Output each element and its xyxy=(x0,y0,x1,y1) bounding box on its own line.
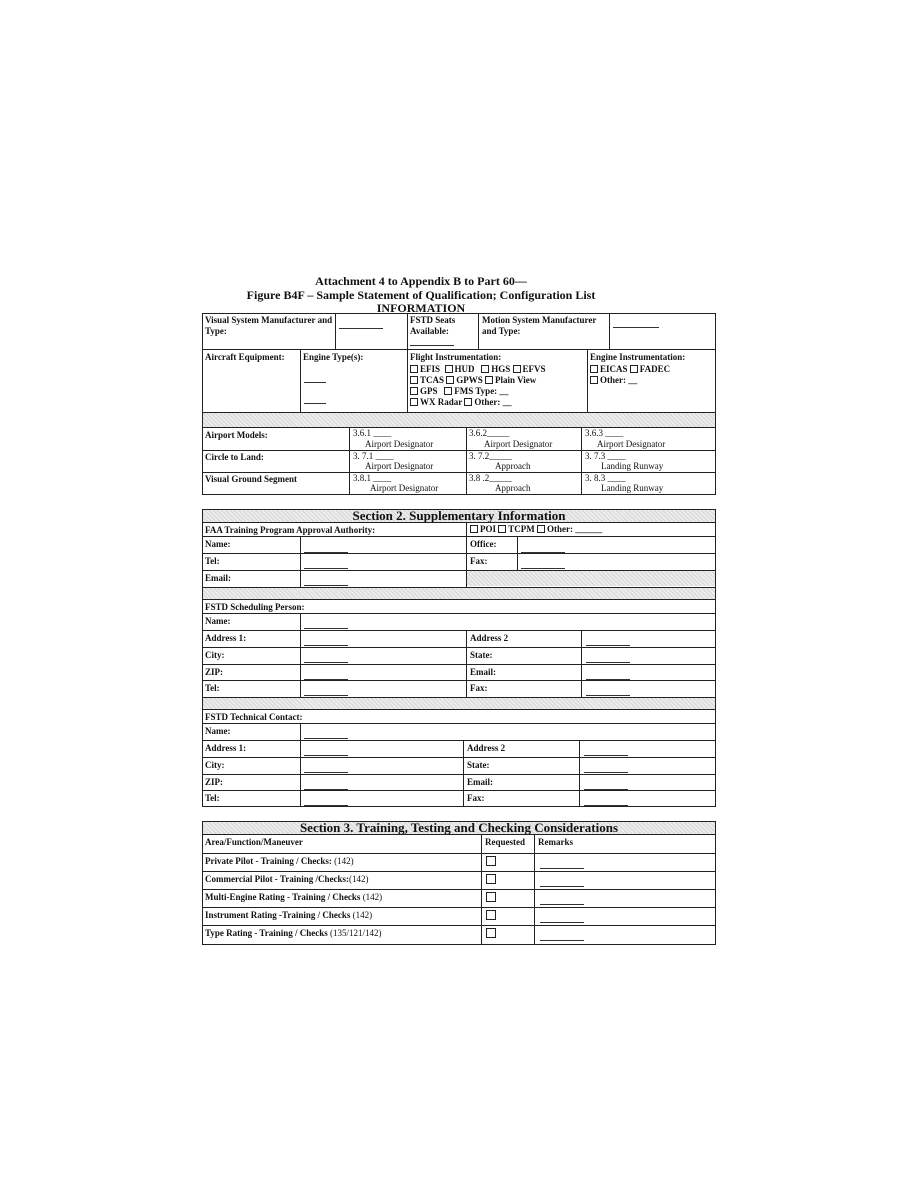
faa-email-label: Email: xyxy=(205,573,231,583)
tcas-checkbox[interactable]: TCAS xyxy=(410,375,444,385)
flight-instrumentation-label: Flight Instrumentation: xyxy=(410,352,502,362)
circle-to-land-1[interactable]: 3. 7.1 ____ xyxy=(353,451,394,461)
airport-model-1-sub: Airport Designator xyxy=(365,439,434,449)
tech-state-label: State: xyxy=(467,760,490,770)
engine-instr-line-1 xyxy=(590,364,670,375)
tech-address2-label: Address 2 xyxy=(467,743,506,753)
tech-state-blank[interactable] xyxy=(584,772,628,773)
col-requested-header: Requested xyxy=(485,837,525,847)
sched-city-blank[interactable] xyxy=(304,662,348,663)
circle-to-land-3-sub: Landing Runway xyxy=(601,461,664,471)
flight-instr-line-4 xyxy=(410,397,512,408)
visual-ground-segment-label: Visual Ground Segment xyxy=(205,474,298,484)
training-row-private-pilot: Private Pilot - Training / Checks: (142) xyxy=(205,856,354,866)
faa-tel-blank[interactable] xyxy=(304,568,348,569)
information-heading: INFORMATION xyxy=(376,301,466,315)
faa-fax-label: Fax: xyxy=(470,556,488,566)
visual-ground-2-sub: Approach xyxy=(495,483,531,493)
faa-office-label: Office: xyxy=(470,539,497,549)
tech-fax-label: Fax: xyxy=(467,793,485,803)
tech-city-blank[interactable] xyxy=(304,772,348,773)
sched-tel-label: Tel: xyxy=(205,683,220,693)
airport-model-2[interactable]: 3.6.2_____ xyxy=(469,428,510,438)
section2-band-1 xyxy=(203,588,715,599)
circle-to-land-1-sub: Airport Designator xyxy=(365,461,434,471)
col-area-header: Area/Function/Maneuver xyxy=(205,837,303,847)
airport-model-2-sub: Airport Designator xyxy=(484,439,553,449)
tech-email-label: Email: xyxy=(467,777,493,787)
engine-type-blank-2[interactable] xyxy=(304,403,326,404)
remarks-blank-multi-engine[interactable] xyxy=(540,904,584,905)
sched-tel-blank[interactable] xyxy=(304,695,348,696)
remarks-blank-private-pilot[interactable] xyxy=(540,868,584,869)
gpws-checkbox[interactable]: GPWS xyxy=(446,375,483,385)
training-row-type-rating: Type Rating - Training / Checks (135/121/142) xyxy=(205,928,382,938)
tech-city-label: City: xyxy=(205,760,225,770)
figure-title: Figure B4F – Sample Statement of Qualification; Configuration List xyxy=(246,288,596,302)
engine-instrumentation-label: Engine Instrumentation: xyxy=(590,352,686,362)
visual-system-label: Visual System Manufacturer and Type: xyxy=(205,315,333,336)
sched-address2-label: Address 2 xyxy=(470,633,509,643)
visual-ground-1-sub: Airport Designator xyxy=(370,483,439,493)
airport-models-label: Airport Models: xyxy=(205,430,268,440)
sched-address2-blank[interactable] xyxy=(586,645,630,646)
faa-email-shaded xyxy=(467,571,715,586)
visual-ground-3-sub: Landing Runway xyxy=(601,483,664,493)
engine-types-label: Engine Type(s): xyxy=(303,352,364,362)
faa-name-label: Name: xyxy=(205,539,231,549)
training-row-multi-engine: Multi-Engine Rating - Training / Checks (142) xyxy=(205,892,383,902)
efvs-checkbox[interactable]: EFVS xyxy=(513,364,546,374)
aircraft-equipment-label: Aircraft Equipment: xyxy=(205,352,285,362)
authority-options xyxy=(470,524,602,535)
requested-checkbox-commercial-pilot[interactable] xyxy=(486,874,496,884)
tech-address1-blank[interactable] xyxy=(304,755,348,756)
hgs-checkbox[interactable]: HGS xyxy=(481,364,510,374)
circle-to-land-2-sub: Approach xyxy=(495,461,531,471)
wx-radar-checkbox[interactable]: WX Radar xyxy=(410,397,462,407)
sched-zip-label: ZIP: xyxy=(205,667,223,677)
section2-band-2 xyxy=(203,698,715,709)
sched-city-label: City: xyxy=(205,650,225,660)
plain-view-checkbox[interactable]: Plain View xyxy=(485,375,536,385)
hud-checkbox[interactable]: HUD xyxy=(445,364,475,374)
fms-type-checkbox[interactable]: FMS Type: __ xyxy=(444,386,508,396)
sched-name-blank[interactable] xyxy=(304,628,348,629)
authority-other-checkbox[interactable]: Other: ______ xyxy=(537,524,602,534)
sched-address1-blank[interactable] xyxy=(304,645,348,646)
sched-fax-blank[interactable] xyxy=(586,695,630,696)
engine-type-blank-1[interactable] xyxy=(304,382,326,383)
motion-system-label: Motion System Manufacturer and Type: xyxy=(482,315,597,336)
tech-name-label: Name: xyxy=(205,726,231,736)
tcpm-checkbox[interactable]: TCPM xyxy=(498,524,535,534)
poi-checkbox[interactable]: POI xyxy=(470,524,496,534)
sched-email-label: Email: xyxy=(470,667,496,677)
tech-fax-blank[interactable] xyxy=(584,805,628,806)
tech-zip-label: ZIP: xyxy=(205,777,223,787)
visual-ground-1[interactable]: 3.8.1 ____ xyxy=(353,473,392,483)
engine-instr-line-2 xyxy=(590,375,637,386)
sched-fax-label: Fax: xyxy=(470,683,488,693)
remarks-blank-type-rating[interactable] xyxy=(540,940,584,941)
tech-address2-blank[interactable] xyxy=(584,755,628,756)
airport-model-3[interactable]: 3.6.3 ____ xyxy=(585,428,624,438)
airport-model-1[interactable]: 3.6.1 ____ xyxy=(353,428,392,438)
tech-address1-label: Address 1: xyxy=(205,743,247,753)
section2-title: Section 2. Supplementary Information xyxy=(352,508,566,523)
requested-checkbox-type-rating[interactable] xyxy=(486,928,496,938)
eicas-checkbox[interactable]: EICAS xyxy=(590,364,628,374)
circle-to-land-2[interactable]: 3. 7.2_____ xyxy=(469,451,512,461)
engine-other-checkbox[interactable]: Other: __ xyxy=(590,375,637,385)
visual-ground-2[interactable]: 3.8 .2_____ xyxy=(469,473,512,483)
visual-system-blank[interactable] xyxy=(339,328,383,329)
scheduling-person-label: FSTD Scheduling Person: xyxy=(205,602,305,612)
circle-to-land-label: Circle to Land: xyxy=(205,452,264,462)
sched-address1-label: Address 1: xyxy=(205,633,247,643)
faa-authority-label: FAA Training Program Approval Authority: xyxy=(205,525,376,535)
sched-state-blank[interactable] xyxy=(586,662,630,663)
gps-checkbox[interactable]: GPS xyxy=(410,386,438,396)
motion-system-blank[interactable] xyxy=(613,327,659,328)
flight-instr-line-2 xyxy=(410,375,536,386)
tech-name-blank[interactable] xyxy=(304,738,348,739)
col-remarks-header: Remarks xyxy=(538,837,573,847)
requested-checkbox-multi-engine[interactable] xyxy=(486,892,496,902)
remarks-blank-instrument-rating[interactable] xyxy=(540,922,584,923)
faa-tel-label: Tel: xyxy=(205,556,220,566)
requested-checkbox-instrument-rating[interactable] xyxy=(486,910,496,920)
attachment-title: Attachment 4 to Appendix B to Part 60— xyxy=(315,274,527,288)
sched-name-label: Name: xyxy=(205,616,231,626)
fstd-seats-label: FSTD Seats Available: xyxy=(410,315,456,336)
training-row-commercial-pilot: Commercial Pilot - Training /Checks:(142) xyxy=(205,874,369,884)
sched-state-label: State: xyxy=(470,650,493,660)
training-row-instrument-rating: Instrument Rating -Training / Checks (142) xyxy=(205,910,373,920)
visual-ground-3[interactable]: 3. 8.3 ____ xyxy=(585,473,626,483)
faa-fax-blank[interactable] xyxy=(521,568,565,569)
flight-instr-line-1 xyxy=(410,364,546,375)
tech-tel-blank[interactable] xyxy=(304,805,348,806)
remarks-blank-commercial-pilot[interactable] xyxy=(540,886,584,887)
fadec-checkbox[interactable]: FADEC xyxy=(630,364,670,374)
circle-to-land-3[interactable]: 3. 7.3 ____ xyxy=(585,451,626,461)
flight-other-checkbox[interactable]: Other: __ xyxy=(464,397,511,407)
flight-instr-line-3 xyxy=(410,386,508,397)
technical-contact-label: FSTD Technical Contact: xyxy=(205,712,303,722)
tech-tel-label: Tel: xyxy=(205,793,220,803)
info-shaded-band xyxy=(203,413,715,427)
efis-checkbox[interactable]: EFIS xyxy=(410,364,440,374)
fstd-seats-blank[interactable] xyxy=(410,345,454,346)
requested-checkbox-private-pilot[interactable] xyxy=(486,856,496,866)
section3-title: Section 3. Training, Testing and Checking Considerations xyxy=(299,820,619,835)
airport-model-3-sub: Airport Designator xyxy=(597,439,666,449)
faa-email-blank[interactable] xyxy=(304,585,348,586)
